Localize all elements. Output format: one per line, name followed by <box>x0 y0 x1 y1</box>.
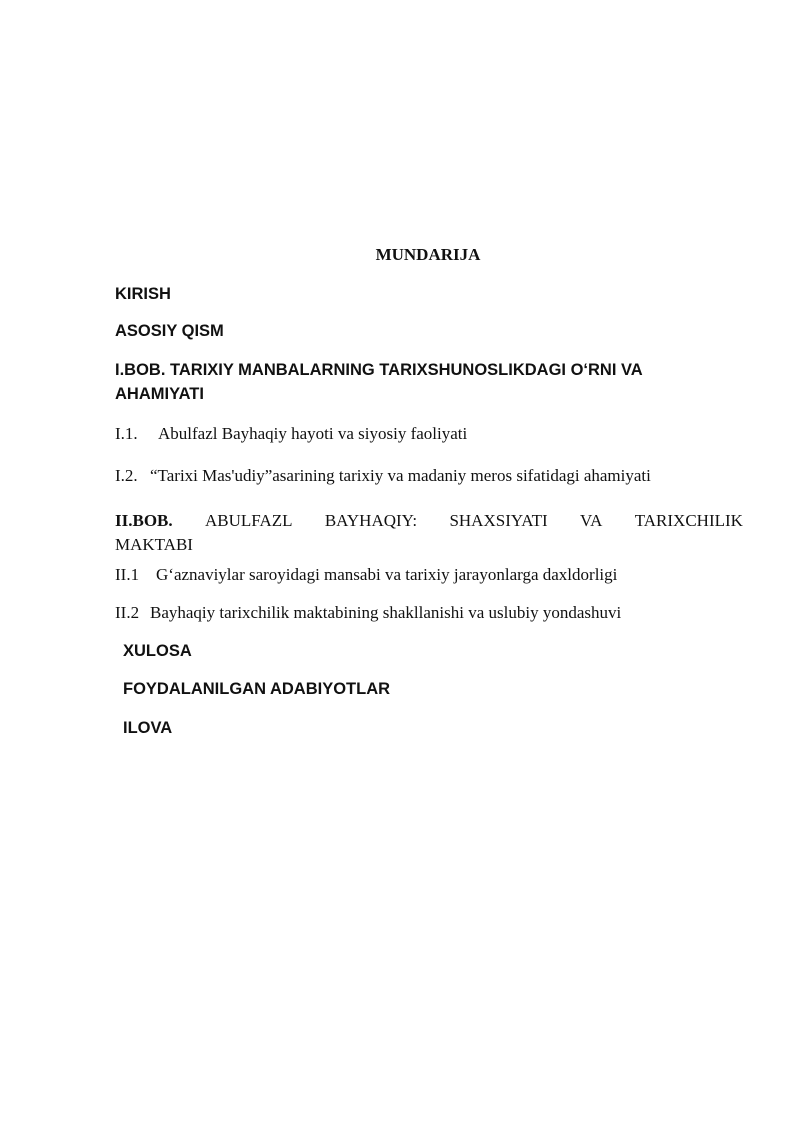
chapter-word: TARIXCHILIK <box>634 511 743 530</box>
section-number: I.1. <box>115 424 138 443</box>
toc-entry-asosiy-qism: ASOSIY QISM <box>115 322 224 340</box>
toc-entry-section-1-2 <box>115 466 651 486</box>
toc-entry-section-2-2 <box>115 603 621 623</box>
toc-entry-section-2-1 <box>115 565 617 585</box>
toc-entry-kirish: KIRISH <box>115 285 171 303</box>
chapter-word: VA <box>580 511 603 530</box>
toc-entry-chapter2-line1 <box>115 511 743 531</box>
toc-entry-chapter1-line1: I.BOB. TARIXIY MANBALARNING TARIXSHUNOSLIKDAGI O‘RNI VA <box>115 361 643 379</box>
toc-entry-adabiyotlar: FOYDALANILGAN ADABIYOTLAR <box>123 680 391 698</box>
toc-entry-ilova: ILOVA <box>123 719 173 737</box>
toc-entry-chapter1-line2: AHAMIYATI <box>115 385 204 403</box>
toc-title: MUNDARIJA <box>375 245 481 264</box>
chapter-word: BAYHAQIY: <box>324 511 418 530</box>
chapter-word: ABULFAZL <box>204 511 293 530</box>
section-title: G‘aznaviylar saroyidagi mansabi va tarixiy jarayonlarga daxldorligi <box>156 565 618 584</box>
section-number: I.2. <box>115 466 138 485</box>
section-title: Abulfazl Bayhaqiy hayoti va siyosiy faoliyati <box>158 424 468 443</box>
toc-entry-xulosa: XULOSA <box>123 642 192 660</box>
toc-entry-section-1-1 <box>115 424 467 444</box>
section-title: “Tarixi Mas'udiy”asarining tarixiy va madaniy meros sifatidagi ahamiyati <box>150 466 651 485</box>
section-title: Bayhaqiy tarixchilik maktabining shakllanishi va uslubiy yondashuvi <box>150 603 622 622</box>
chapter-prefix: II.BOB. <box>115 511 173 530</box>
chapter-word: SHAXSIYATI <box>449 511 548 530</box>
section-number: II.1 <box>115 565 140 584</box>
section-number: II.2 <box>115 603 140 622</box>
toc-entry-chapter2-line2: MAKTABI <box>115 535 193 554</box>
